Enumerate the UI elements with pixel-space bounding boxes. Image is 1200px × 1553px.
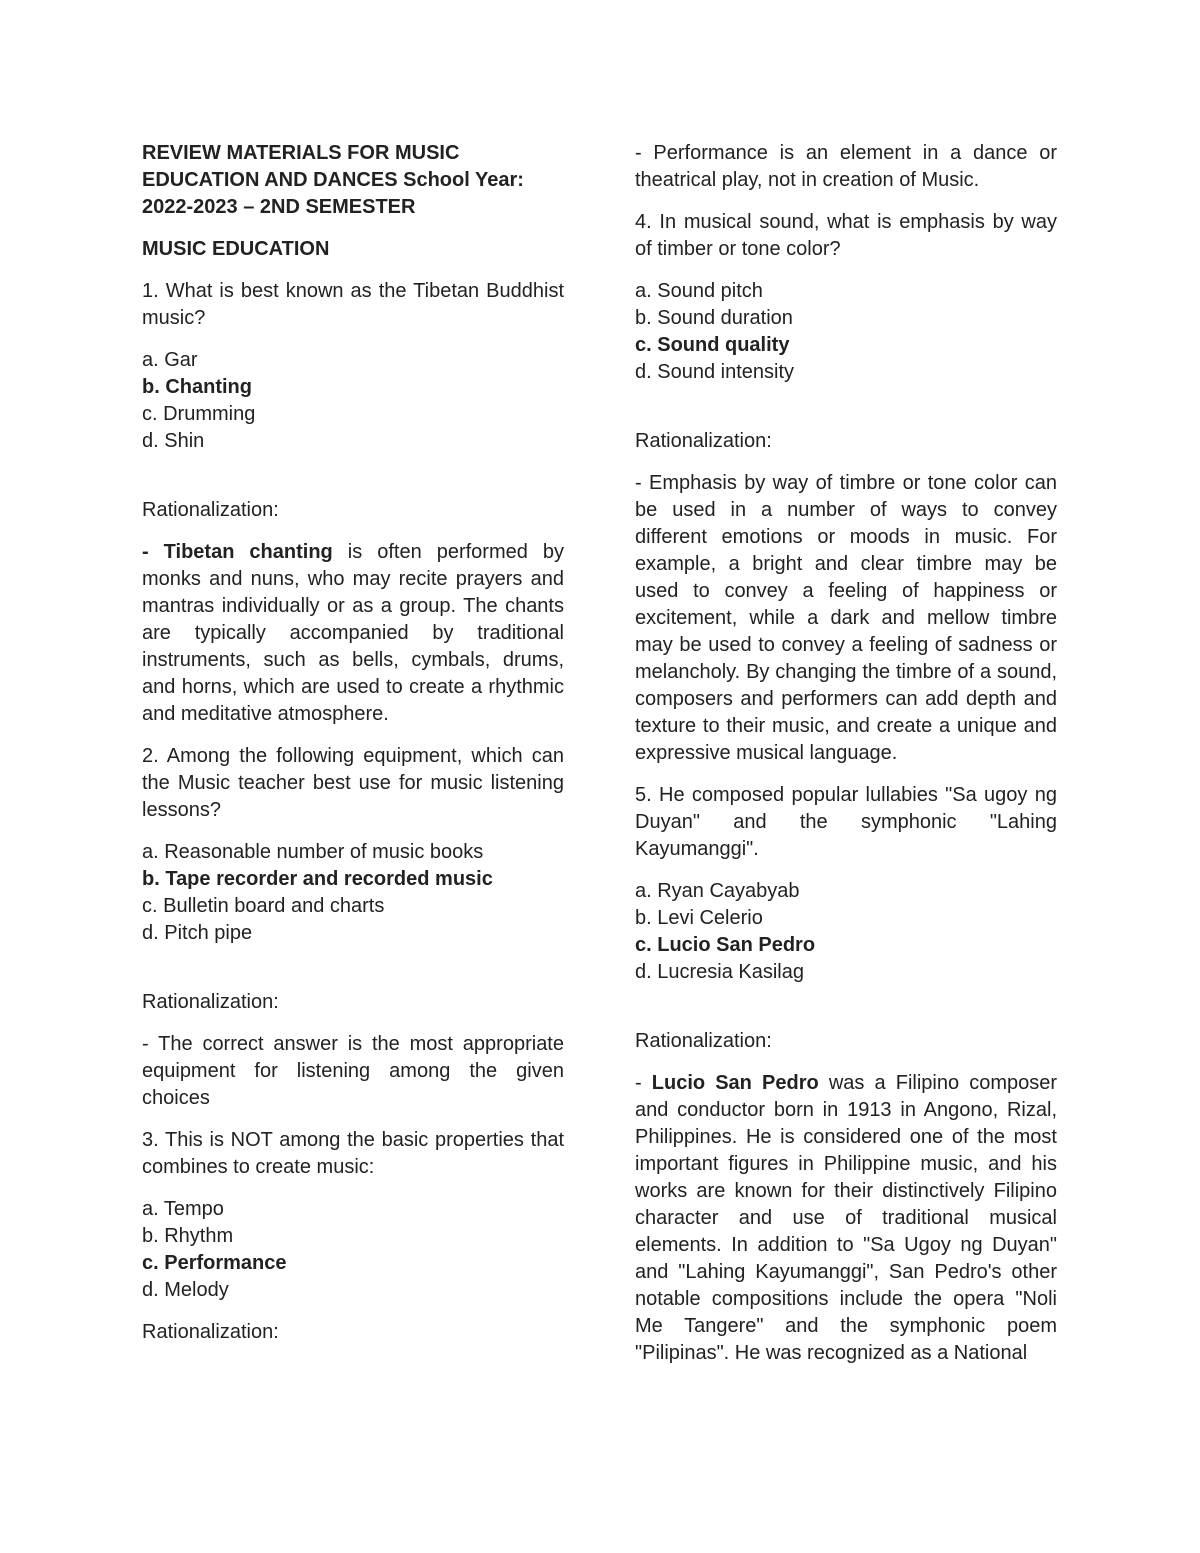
question-5: 5. He composed popular lullabies "Sa ugoy ng Duyan" and the symphonic "Lahing Kayumanggi". <box>635 784 1057 860</box>
rationalization-label: Rationalization: <box>142 991 279 1013</box>
correct-option: c. Lucio San Pedro <box>635 934 816 956</box>
rationale-4: - Emphasis by way of timbre or tone color can be used in a number of ways to convey different emotions or moods in music. For example, a bright and clear timbre may be used to convey a feeling of happiness or excitement, while a dark and mellow timbre may be used to convey a feeling of sadness or melancholy. By changing the timbre of a sound, composers and performers can add depth and texture to their music, and create a unique and expressive musical language. <box>635 472 1057 764</box>
option: a. Ryan Cayabyab <box>635 880 800 902</box>
rationale-1-text: is often performed by monks and nuns, who may recite prayers and mantras individually or as a group. The chants are typically accompanied by traditional instruments, such as bells, cymbals, drums, and horns, which are used to create a rhythmic and meditative atmosphere. <box>142 541 564 725</box>
section-heading: MUSIC EDUCATION <box>142 238 330 260</box>
correct-option: b. Tape recorder and recorded music <box>142 868 493 890</box>
option: a. Sound pitch <box>635 280 763 302</box>
rationale-5-lead: Lucio San Pedro <box>651 1072 819 1094</box>
option: d. Melody <box>142 1279 229 1301</box>
rationale-5-dash: - <box>635 1072 652 1094</box>
right-column <box>635 140 1057 1382</box>
correct-option: c. Performance <box>142 1252 287 1274</box>
option: c. Bulletin board and charts <box>142 895 385 917</box>
rationale-1 <box>142 539 564 728</box>
option: b. Levi Celerio <box>635 907 763 929</box>
spacer <box>142 470 564 497</box>
option: b. Rhythm <box>142 1225 234 1247</box>
rationale-1-lead: - Tibetan chanting <box>142 541 333 563</box>
rationalization-label: Rationalization: <box>142 499 279 521</box>
rationale-2: - The correct answer is the most appropriate equipment for listening among the given choices <box>142 1033 564 1109</box>
document-title: REVIEW MATERIALS FOR MUSIC EDUCATION AND DANCES School Year: 2022-2023 – 2ND SEMESTER <box>142 142 524 218</box>
option: b. Sound duration <box>635 307 793 329</box>
rationalization-label: Rationalization: <box>635 430 772 452</box>
spacer <box>142 962 564 989</box>
left-column <box>142 140 564 1361</box>
spacer <box>635 401 1057 428</box>
option: d. Sound intensity <box>635 361 794 383</box>
option: d. Shin <box>142 430 205 452</box>
option: c. Drumming <box>142 403 256 425</box>
option: a. Reasonable number of music books <box>142 841 484 863</box>
rationale-5 <box>635 1070 1057 1367</box>
question-1-options <box>142 347 564 455</box>
question-4-options <box>635 278 1057 386</box>
spacer <box>635 1001 1057 1028</box>
option: a. Tempo <box>142 1198 224 1220</box>
question-4: 4. In musical sound, what is emphasis by way of timber or tone color? <box>635 211 1057 260</box>
correct-option: b. Chanting <box>142 376 252 398</box>
question-5-options <box>635 878 1057 986</box>
rationalization-label: Rationalization: <box>142 1321 279 1343</box>
rationale-3: - Performance is an element in a dance or theatrical play, not in creation of Music. <box>635 142 1057 191</box>
question-3: 3. This is NOT among the basic properties that combines to create music: <box>142 1129 564 1178</box>
question-2-options <box>142 839 564 947</box>
question-1: 1. What is best known as the Tibetan Buddhist music? <box>142 280 564 329</box>
option: d. Lucresia Kasilag <box>635 961 804 983</box>
option: d. Pitch pipe <box>142 922 253 944</box>
rationalization-label: Rationalization: <box>635 1030 772 1052</box>
question-2: 2. Among the following equipment, which can the Music teacher best use for music listening lessons? <box>142 745 564 821</box>
question-3-options <box>142 1196 564 1304</box>
option: a. Gar <box>142 349 198 371</box>
correct-option: c. Sound quality <box>635 334 790 356</box>
rationale-5-text: was a Filipino composer and conductor born in 1913 in Angono, Rizal, Philippines. He is considered one of the most important figures in Philippine music, and his works are known for their distinctively Filipino character and use of traditional musical elements. In addition to "Sa Ugoy ng Duyan" and "Lahing Kayumanggi", San Pedro's other notable compositions include the opera "Noli Me Tangere" and the symphonic poem "Pilipinas". He was recognized as a National <box>635 1072 1058 1364</box>
